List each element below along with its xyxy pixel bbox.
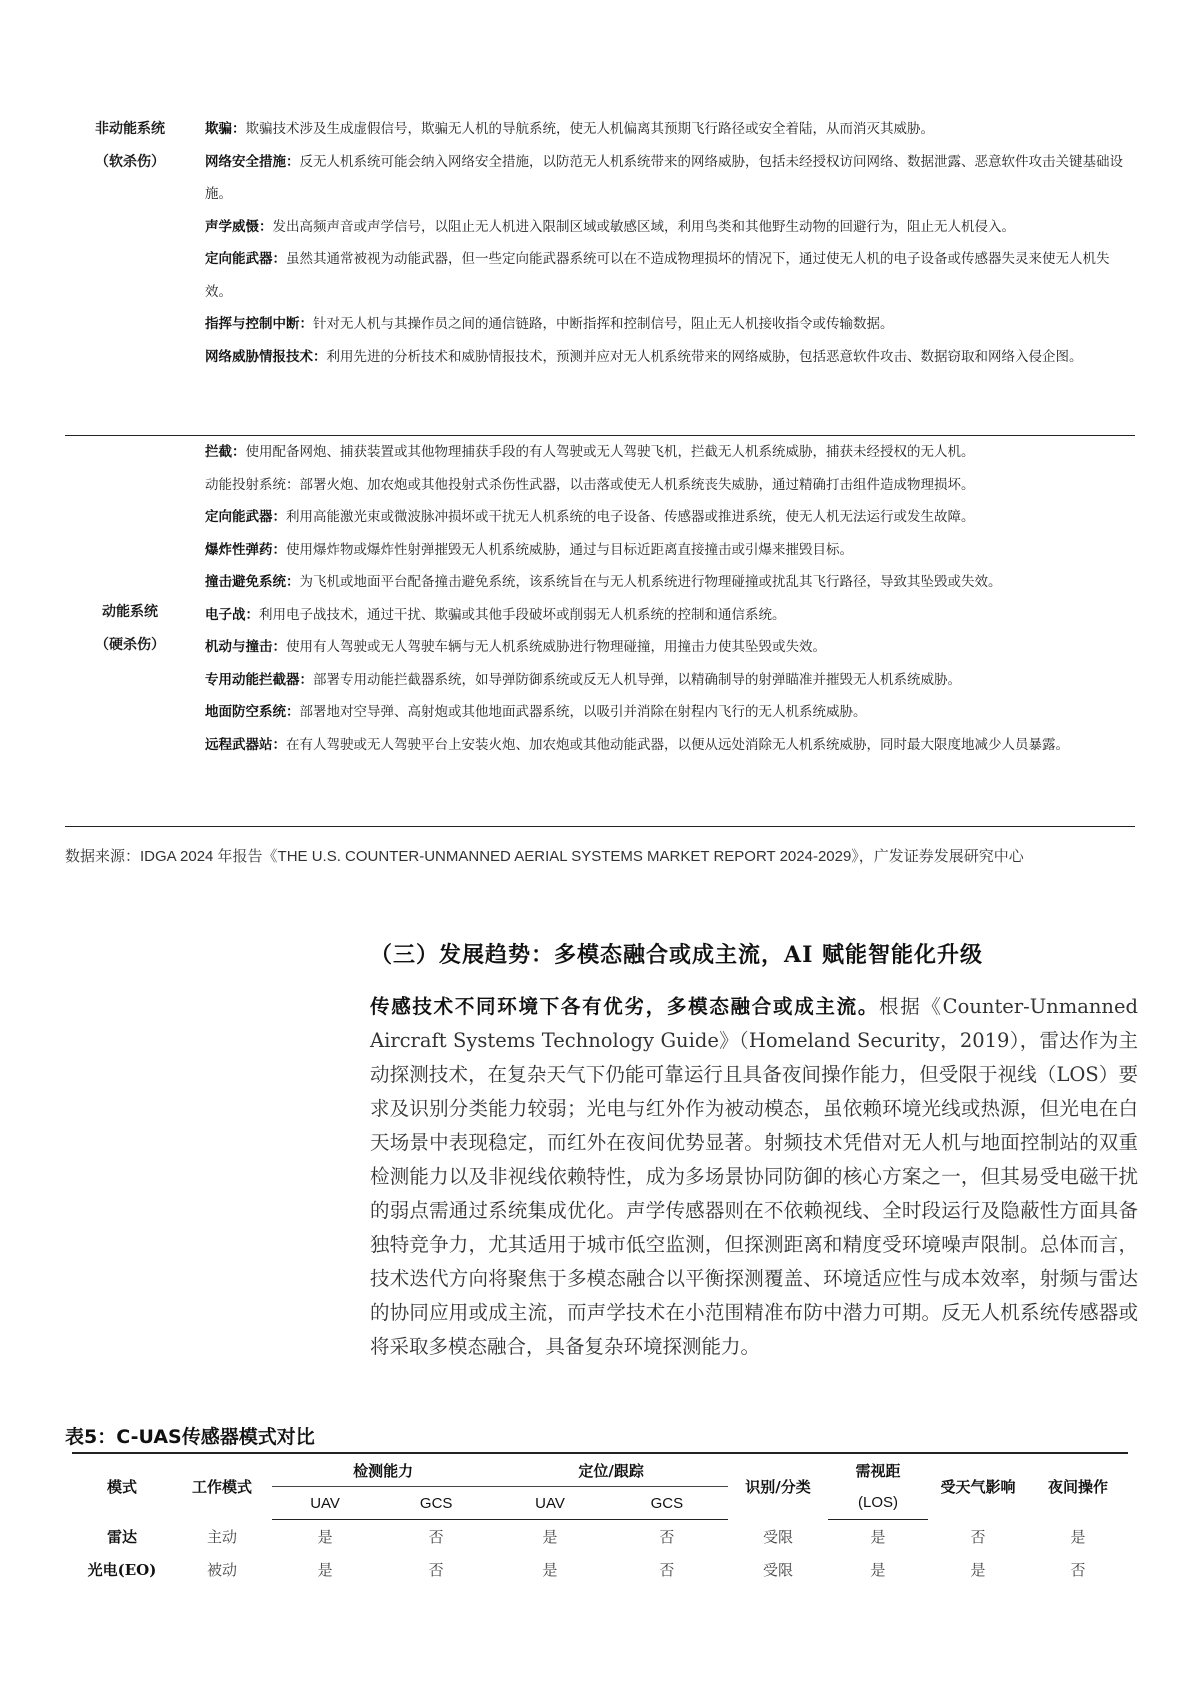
table-row (72, 1553, 1128, 1586)
list-item: 欺骗：欺骗技术涉及生成虚假信号，欺骗无人机的导航系统，使无人机偏离其预期飞行路径或安全着陆，从而消灭其威胁。 (205, 121, 934, 137)
category-note: （硬杀伤） (95, 637, 165, 653)
list-item: 网络威胁情报技术：利用先进的分析技术和威胁情报技术，预测并应对无人机系统带来的网络威胁，包括恶意软件攻击、数据窃取和网络入侵企图。 (205, 348, 1083, 365)
paragraph-body: 根据《Counter-Unmanned Aircraft Systems Technology Guide》（Homeland Security，2019），雷达作为主动探测技术，在复杂天气下仍能可靠运行且具备夜间操作能力，但受限于视线（LOS）要求及识别分类能力较弱；光电与红外作为被动模态，虽依赖环境光线或热源，但光电在白天场景中表现稳定，而红外在夜间优势显著。射频技术凭借对无人机与地面控制站的双重检测能力以及非视线依赖特性，成为多场景协同防御的核心方案之一，但其易受电磁干扰的弱点需通过系统集成优化。声学传感器则在不依赖视线、全时段运行及隐蔽性方面具备独特竞争力，尤其适用于城市低空监测，但探测距离和精度受环境噪声限制。总体而言，技术迭代方向将聚焦于多模态融合以平衡探测覆盖、环境适应性与成本效率，射频与雷达的协同应用或成主流，而声学技术在小范围精准布防中潜力可期。反无人机系统传感器或将采取多模态融合，具备复杂环境探测能力。 (370, 995, 1138, 1358)
cell-night: 是 (1070, 1527, 1086, 1546)
cell-locate-gcs: 否 (659, 1561, 675, 1579)
table-row (72, 1520, 1128, 1554)
header-detect: 检测能力 (272, 1453, 494, 1487)
list-item: 声学威慑：发出高频声音或声学信号，以阻止无人机进入限制区域或敏感区域，利用鸟类和其他野生动物的回避行为，阻止无人机侵入。 (205, 218, 1015, 235)
list-item: 网络安全措施：反无人机系统可能会纳入网络安全措施，以防范无人机系统带来的网络威胁，包括未经授权访问网络、数据泄露、恶意软件攻击关键基础设施。 (205, 153, 1123, 202)
cell-work: 被动 (206, 1561, 237, 1579)
cell-locate-uav: 是 (542, 1528, 558, 1546)
list-item: 地面防空系统：部署地对空导弹、高射炮或其他地面武器系统，以吸引并消除在射程内飞行的无人机系统威胁。 (205, 704, 867, 720)
system-classification-table (65, 113, 1135, 827)
category-name: 非动能系统 (95, 121, 165, 137)
header-mode: 模式 (72, 1453, 172, 1520)
list-item: 定向能武器：利用高能激光束或微波脉冲损坏或干扰无人机系统的电子设备、传感器或推进系统，使无人机无法运行或发生故障。 (205, 509, 975, 525)
cell-identify: 受限 (762, 1527, 793, 1546)
item-list (205, 436, 1135, 761)
cell-work: 主动 (206, 1527, 237, 1546)
list-item: 机动与撞击：使用有人驾驶或无人驾驶车辆与无人机系统威胁进行物理碰撞，用撞击力使其坠毁或失效。 (205, 639, 826, 655)
list-item: 电子战：利用电子战技术，通过干扰、欺骗或其他手段破坏或削弱无人机系统的控制和通信系统。 (205, 606, 786, 623)
header-night: 夜间操作 (1028, 1453, 1128, 1520)
list-item: 专用动能拦截器：部署专用动能拦截器系统，如导弹防御系统或反无人机导弹，以精确制导的射弹瞄准并摧毁无人机系统威胁。 (205, 671, 961, 688)
category-label (65, 596, 195, 662)
cell-mode: 光电(EO) (87, 1561, 157, 1579)
list-item: 撞击避免系统：为飞机或地面平台配备撞击避免系统，该系统旨在与无人机系统进行物理碰撞或扰乱其飞行路径，导致其坠毁或失效。 (205, 574, 1002, 590)
cell-identify: 受限 (762, 1561, 793, 1579)
list-item: 定向能武器：虽然其通常被视为动能武器，但一些定向能武器系统可以在不造成物理损坏的情况下，通过使无人机的电子设备或传感器失灵来使无人机失效。 (205, 251, 1110, 300)
item-list (205, 113, 1135, 373)
cell-locate-uav: 是 (542, 1561, 558, 1579)
hard-kill-section (65, 436, 1135, 826)
header-detect-gcs: GCS (378, 1487, 494, 1520)
header-identify: 识别/分类 (728, 1453, 828, 1520)
source-note: 数据来源：IDGA 2024 年报告《THE U.S. COUNTER-UNMANNED AERIAL SYSTEMS MARKET REPORT 2024-2029》，广发证券发展研究中心 (65, 848, 1024, 865)
header-locate-gcs: GCS (606, 1487, 728, 1520)
header-locate-uav: UAV (494, 1487, 606, 1520)
category-name: 动能系统 (102, 604, 158, 620)
category-label (65, 113, 195, 179)
sensor-comparison-table (72, 1452, 1128, 1586)
cell-locate-gcs: 否 (659, 1528, 675, 1546)
cell-night: 否 (1070, 1561, 1086, 1579)
header-work-mode: 工作模式 (172, 1453, 272, 1520)
divider (65, 826, 1135, 827)
list-item: 指挥与控制中断：针对无人机与其操作员之间的通信链路，中断指挥和控制信号，阻止无人机接收指令或传输数据。 (205, 316, 894, 332)
header-detect-uav: UAV (272, 1487, 378, 1520)
header-los: 需视距 (828, 1453, 928, 1487)
cell-mode: 雷达 (106, 1527, 137, 1546)
list-item: 远程武器站：在有人驾驶或无人驾驶平台上安装火炮、加农炮或其他动能武器，以便从远处消除无人机系统威胁，同时最大限度地减少人员暴露。 (205, 736, 1069, 753)
category-note: （软杀伤） (95, 154, 165, 170)
header-weather: 受天气影响 (928, 1453, 1028, 1520)
cell-detect-gcs: 否 (428, 1528, 444, 1546)
cell-detect-gcs: 否 (428, 1561, 444, 1579)
soft-kill-section (65, 113, 1135, 435)
cell-detect-uav: 是 (317, 1561, 333, 1579)
table-title: 表5：C-UAS传感器模式对比 (65, 1426, 315, 1448)
header-locate: 定位/跟踪 (494, 1453, 728, 1487)
cell-los: 是 (870, 1561, 886, 1579)
cell-los: 是 (870, 1528, 886, 1546)
cell-weather: 否 (970, 1527, 986, 1546)
cell-detect-uav: 是 (317, 1528, 333, 1546)
list-item: 拦截：使用配备网炮、捕获装置或其他物理捕获手段的有人驾驶或无人驾驶飞机，拦截无人机系统威胁，捕获未经授权的无人机。 (205, 444, 975, 460)
cell-weather: 是 (970, 1561, 986, 1579)
list-item: 爆炸性弹药：使用爆炸物或爆炸性射弹摧毁无人机系统威胁，通过与目标近距离直接撞击或引爆来摧毁目标。 (205, 541, 853, 558)
header-los-note: (LOS) (828, 1487, 928, 1520)
body-paragraph (370, 990, 1138, 1364)
section-title: （三）发展趋势：多模态融合或成主流，AI 赋能智能化升级 (370, 942, 984, 968)
list-item: 动能投射系统：部署火炮、加农炮或其他投射式杀伤性武器，以击落或使无人机系统丧失威胁，通过精确打击组件造成物理损坏。 (205, 476, 975, 493)
paragraph-lead: 传感技术不同环境下各有优劣，多模态融合或成主流。 (370, 995, 880, 1018)
